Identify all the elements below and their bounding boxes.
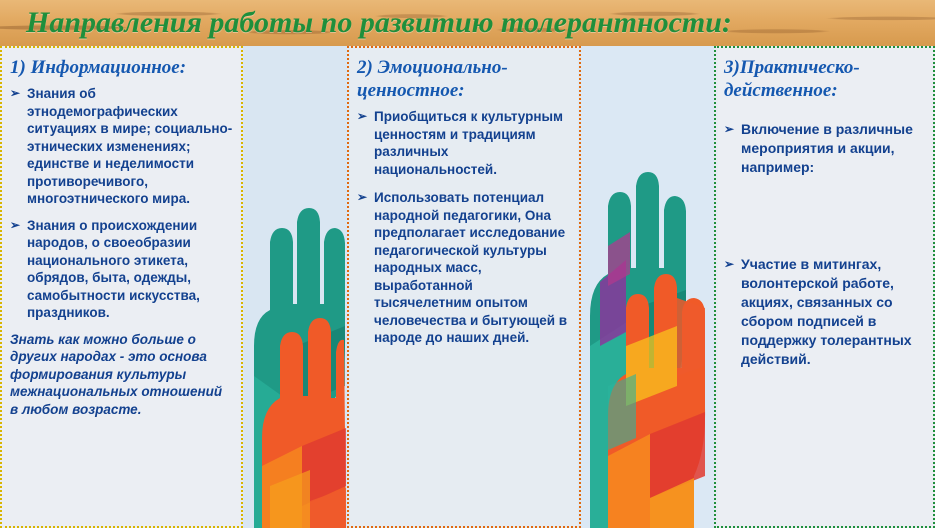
page-title: Направления работы по развитию толерантности: [26,6,732,39]
column-2-title: 2) Эмоционально-ценностное: [357,57,508,101]
bullet-marker-icon: ➢ [724,122,735,136]
bullet-marker-icon: ➢ [10,217,21,232]
bullet-marker-icon: ➢ [357,190,368,204]
list-item [724,120,925,177]
column-emotional-value [347,46,581,528]
bullet-marker-icon: ➢ [10,86,21,100]
list-item-text: Приобщиться к культурным ценностям и традициям различных национальностей. [374,109,564,177]
list-item-text: Участие в митингах, волонтерской работе, акциях, связанных со сбором подписей в поддержку толерантных действий. [741,256,912,367]
list-item [724,255,925,369]
list-item [10,85,233,208]
hands-illustration-left [240,46,350,528]
column-1-closing-note: Знать как можно больше о других народах - это основа формирования культуры межнациональных отношений в любом возрасте. [10,331,223,417]
list-item-text: Знания о происхождении народов, о своеобразии национального этикета, обрядов, быта, одежды, самобытности искусства, праздников. [27,217,200,320]
column-1-bullets [10,85,233,322]
bullet-marker-icon: ➢ [357,109,368,123]
hands-illustration-right [578,46,718,528]
list-item-text: Включение в различные мероприятия и акции, например: [741,121,913,175]
column-informational [0,46,243,528]
column-1-title: 1) Информационное: [10,57,187,78]
header-band [0,0,935,46]
bullet-marker-icon: ➢ [724,257,735,271]
column-2-bullets [357,108,571,347]
list-item [10,217,233,322]
list-item [357,189,571,347]
list-item-text: Использовать потенциал народной педагогики, Она предполагает исследование педагогической культуры народных масс, выработанной тысячелетним опытом человечества и бытующей в народе до наших дней. [374,190,568,345]
column-3-title: 3)Практическо-действенное: [724,57,860,101]
list-item [357,108,571,178]
column-3-bullets [724,120,925,369]
hands-photo-left [240,46,350,528]
list-item-text: Знания об этнодемографических ситуациях в мире; социально-этнических изменениях; единстве и неделимости противоречивого, многоэтнического мира. [27,86,233,206]
column-practical-action [714,46,935,528]
hands-photo-right [578,46,718,528]
